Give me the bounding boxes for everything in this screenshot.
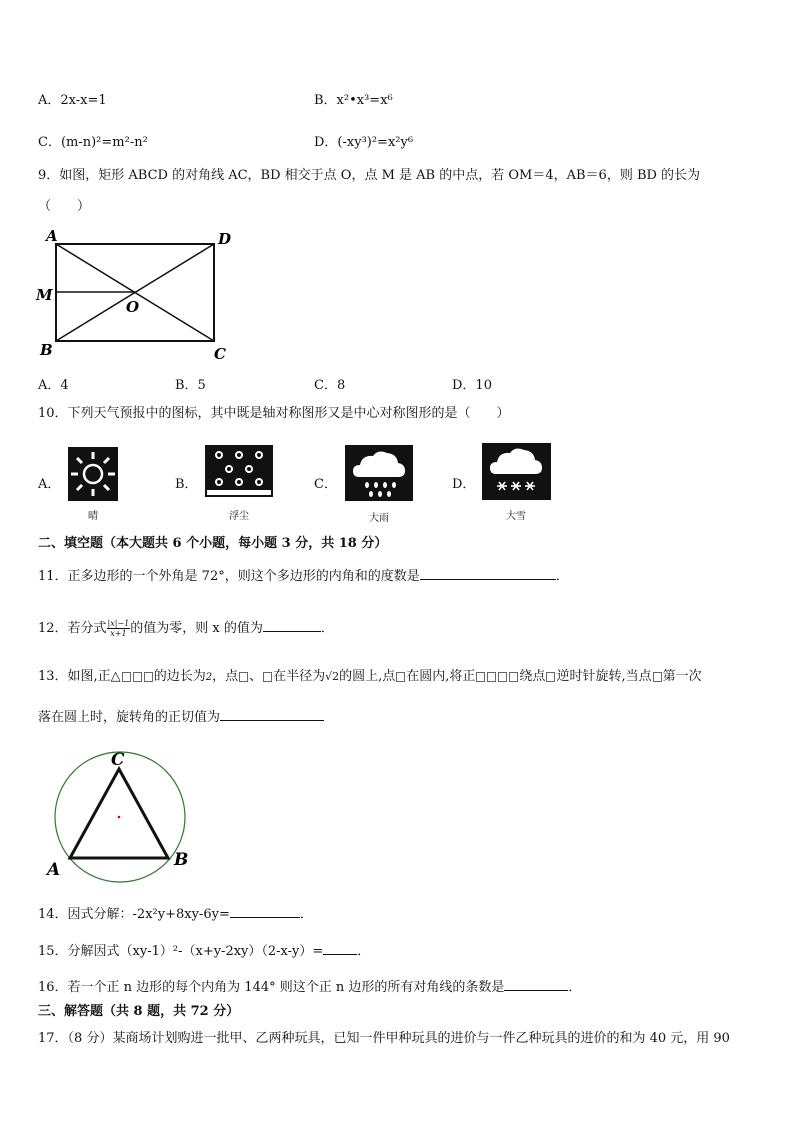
q13-p4: 、 xyxy=(249,669,263,684)
q13-p7: 在圆内,将正 xyxy=(406,669,476,684)
q16-answer-blank[interactable] xyxy=(504,977,568,991)
triangle-abc xyxy=(70,769,168,858)
label-a: A xyxy=(47,860,61,880)
q10-label-d: 大雪 xyxy=(506,511,526,522)
q9-paren: （ ） xyxy=(38,199,91,214)
q13-p10: 第一次 xyxy=(662,669,702,684)
q8-option-c: C．(m-n)²=m²-n² xyxy=(38,135,148,150)
q14-answer-blank[interactable] xyxy=(230,904,300,918)
q11-stem: 11．正多边形的一个外角是 72°，则这个多边形的内角和的度数是 xyxy=(38,569,420,584)
q15-stem: 15．分解因式（xy-1）²-（x+y-2xy）（2-x-y）= xyxy=(38,944,324,959)
q8-option-d: D．(-xy³)²=x²y⁶ xyxy=(314,135,414,150)
q8-option-b: B．x²•x³=x⁶ xyxy=(314,93,393,108)
sun-icon xyxy=(68,447,118,501)
q13-line2 xyxy=(38,707,324,727)
q9-option-b: B．5 xyxy=(175,378,206,393)
label-o: O xyxy=(126,298,140,316)
q13-p6: 的圆上,点 xyxy=(339,669,396,684)
q13-p2: 的边长为 xyxy=(153,669,206,684)
label-c: C xyxy=(214,345,226,363)
q17-stem: 17．（8 分）某商场计划购进一批甲、乙两种玩具，已知一件甲种玩具的进价与一件乙种玩具的进价的和为 40 元，用 90 xyxy=(38,1031,730,1046)
label-b: B xyxy=(174,850,189,870)
dust-icon xyxy=(205,445,273,497)
q9-option-a: A．4 xyxy=(38,378,69,393)
q9-option-d: D．10 xyxy=(452,378,492,393)
q10-letter-b: B． xyxy=(175,477,198,492)
q12-end: ． xyxy=(320,621,334,636)
q11-end: ． xyxy=(555,569,569,584)
q13-line2-text: 落在圆上时，旋转角的正切值为 xyxy=(38,710,221,725)
q13-p8: 绕点 xyxy=(519,669,546,684)
q9-stem: 9．如图，矩形 ABCD 的对角线 AC，BD 相交于点 O，点 M 是 AB 的中点，若 OM＝4，AB＝6，则 BD 的长为 xyxy=(38,168,701,183)
q12-pre: 12．若分式 xyxy=(38,621,107,636)
label-m: M xyxy=(36,286,53,304)
q13-side: 2 xyxy=(205,672,213,683)
q12-answer-blank[interactable] xyxy=(263,618,321,632)
q14 xyxy=(38,904,313,924)
heavy-snow-icon xyxy=(482,443,551,500)
heavy-rain-icon xyxy=(345,445,413,501)
q11-answer-blank[interactable] xyxy=(420,566,556,580)
q9-option-c: C．8 xyxy=(314,378,346,393)
q13-radius: √2 xyxy=(325,670,340,683)
q13-p3: ，点 xyxy=(212,669,239,684)
label-d: D xyxy=(218,230,232,248)
q10-label-b: 浮尘 xyxy=(229,511,249,522)
label-a: A xyxy=(46,227,58,245)
circle-center-dot xyxy=(118,816,121,819)
label-c: C xyxy=(111,750,125,770)
q14-stem: 14．因式分解：-2x²y+8xy-6y= xyxy=(38,907,230,922)
q8-option-a: A．2x-x=1 xyxy=(38,93,107,108)
q10-label-a: 晴 xyxy=(88,511,98,522)
q15 xyxy=(38,941,370,961)
q10-stem: 10．下列天气预报中的图标，其中既是轴对称图形又是中心对称图形的是（ ） xyxy=(38,406,510,421)
q13-p5: 在半径为 xyxy=(273,669,326,684)
q12 xyxy=(38,618,334,640)
q12-numerator: |x|−1 xyxy=(107,619,130,628)
q16-stem: 16．若一个正 n 边形的每个内角为 144° 则这个正 n 边形的所有对角线的条数是 xyxy=(38,980,505,995)
q15-answer-blank[interactable] xyxy=(323,941,357,955)
q13-p1: 13．如图,正△ xyxy=(38,669,121,684)
rectangle-figure xyxy=(30,222,240,368)
q11 xyxy=(38,566,569,586)
q13-p9: 逆时针旋转,当点 xyxy=(556,669,652,684)
q14-end: ． xyxy=(299,907,313,922)
q12-fraction xyxy=(107,619,131,638)
q16 xyxy=(38,977,581,997)
q13-line1 xyxy=(38,668,702,687)
q10-letter-c: C． xyxy=(314,477,337,492)
q10-letter-a: A． xyxy=(38,477,61,492)
q15-end: ． xyxy=(357,944,371,959)
q16-end: ． xyxy=(568,980,582,995)
q13-answer-blank[interactable] xyxy=(220,707,324,721)
section-2-heading: 二、填空题（本大题共 6 个小题，每小题 3 分，共 18 分） xyxy=(38,536,388,551)
label-b: B xyxy=(40,341,53,359)
q12-denominator: x+1 xyxy=(110,629,127,638)
q12-post: 的值为零，则 x 的值为 xyxy=(130,621,263,636)
section-3-heading: 三、解答题（共 8 题，共 72 分） xyxy=(38,1004,240,1019)
q10-label-c: 大雨 xyxy=(369,513,389,524)
q10-letter-d: D． xyxy=(452,477,476,492)
circle-triangle-figure xyxy=(40,745,200,885)
